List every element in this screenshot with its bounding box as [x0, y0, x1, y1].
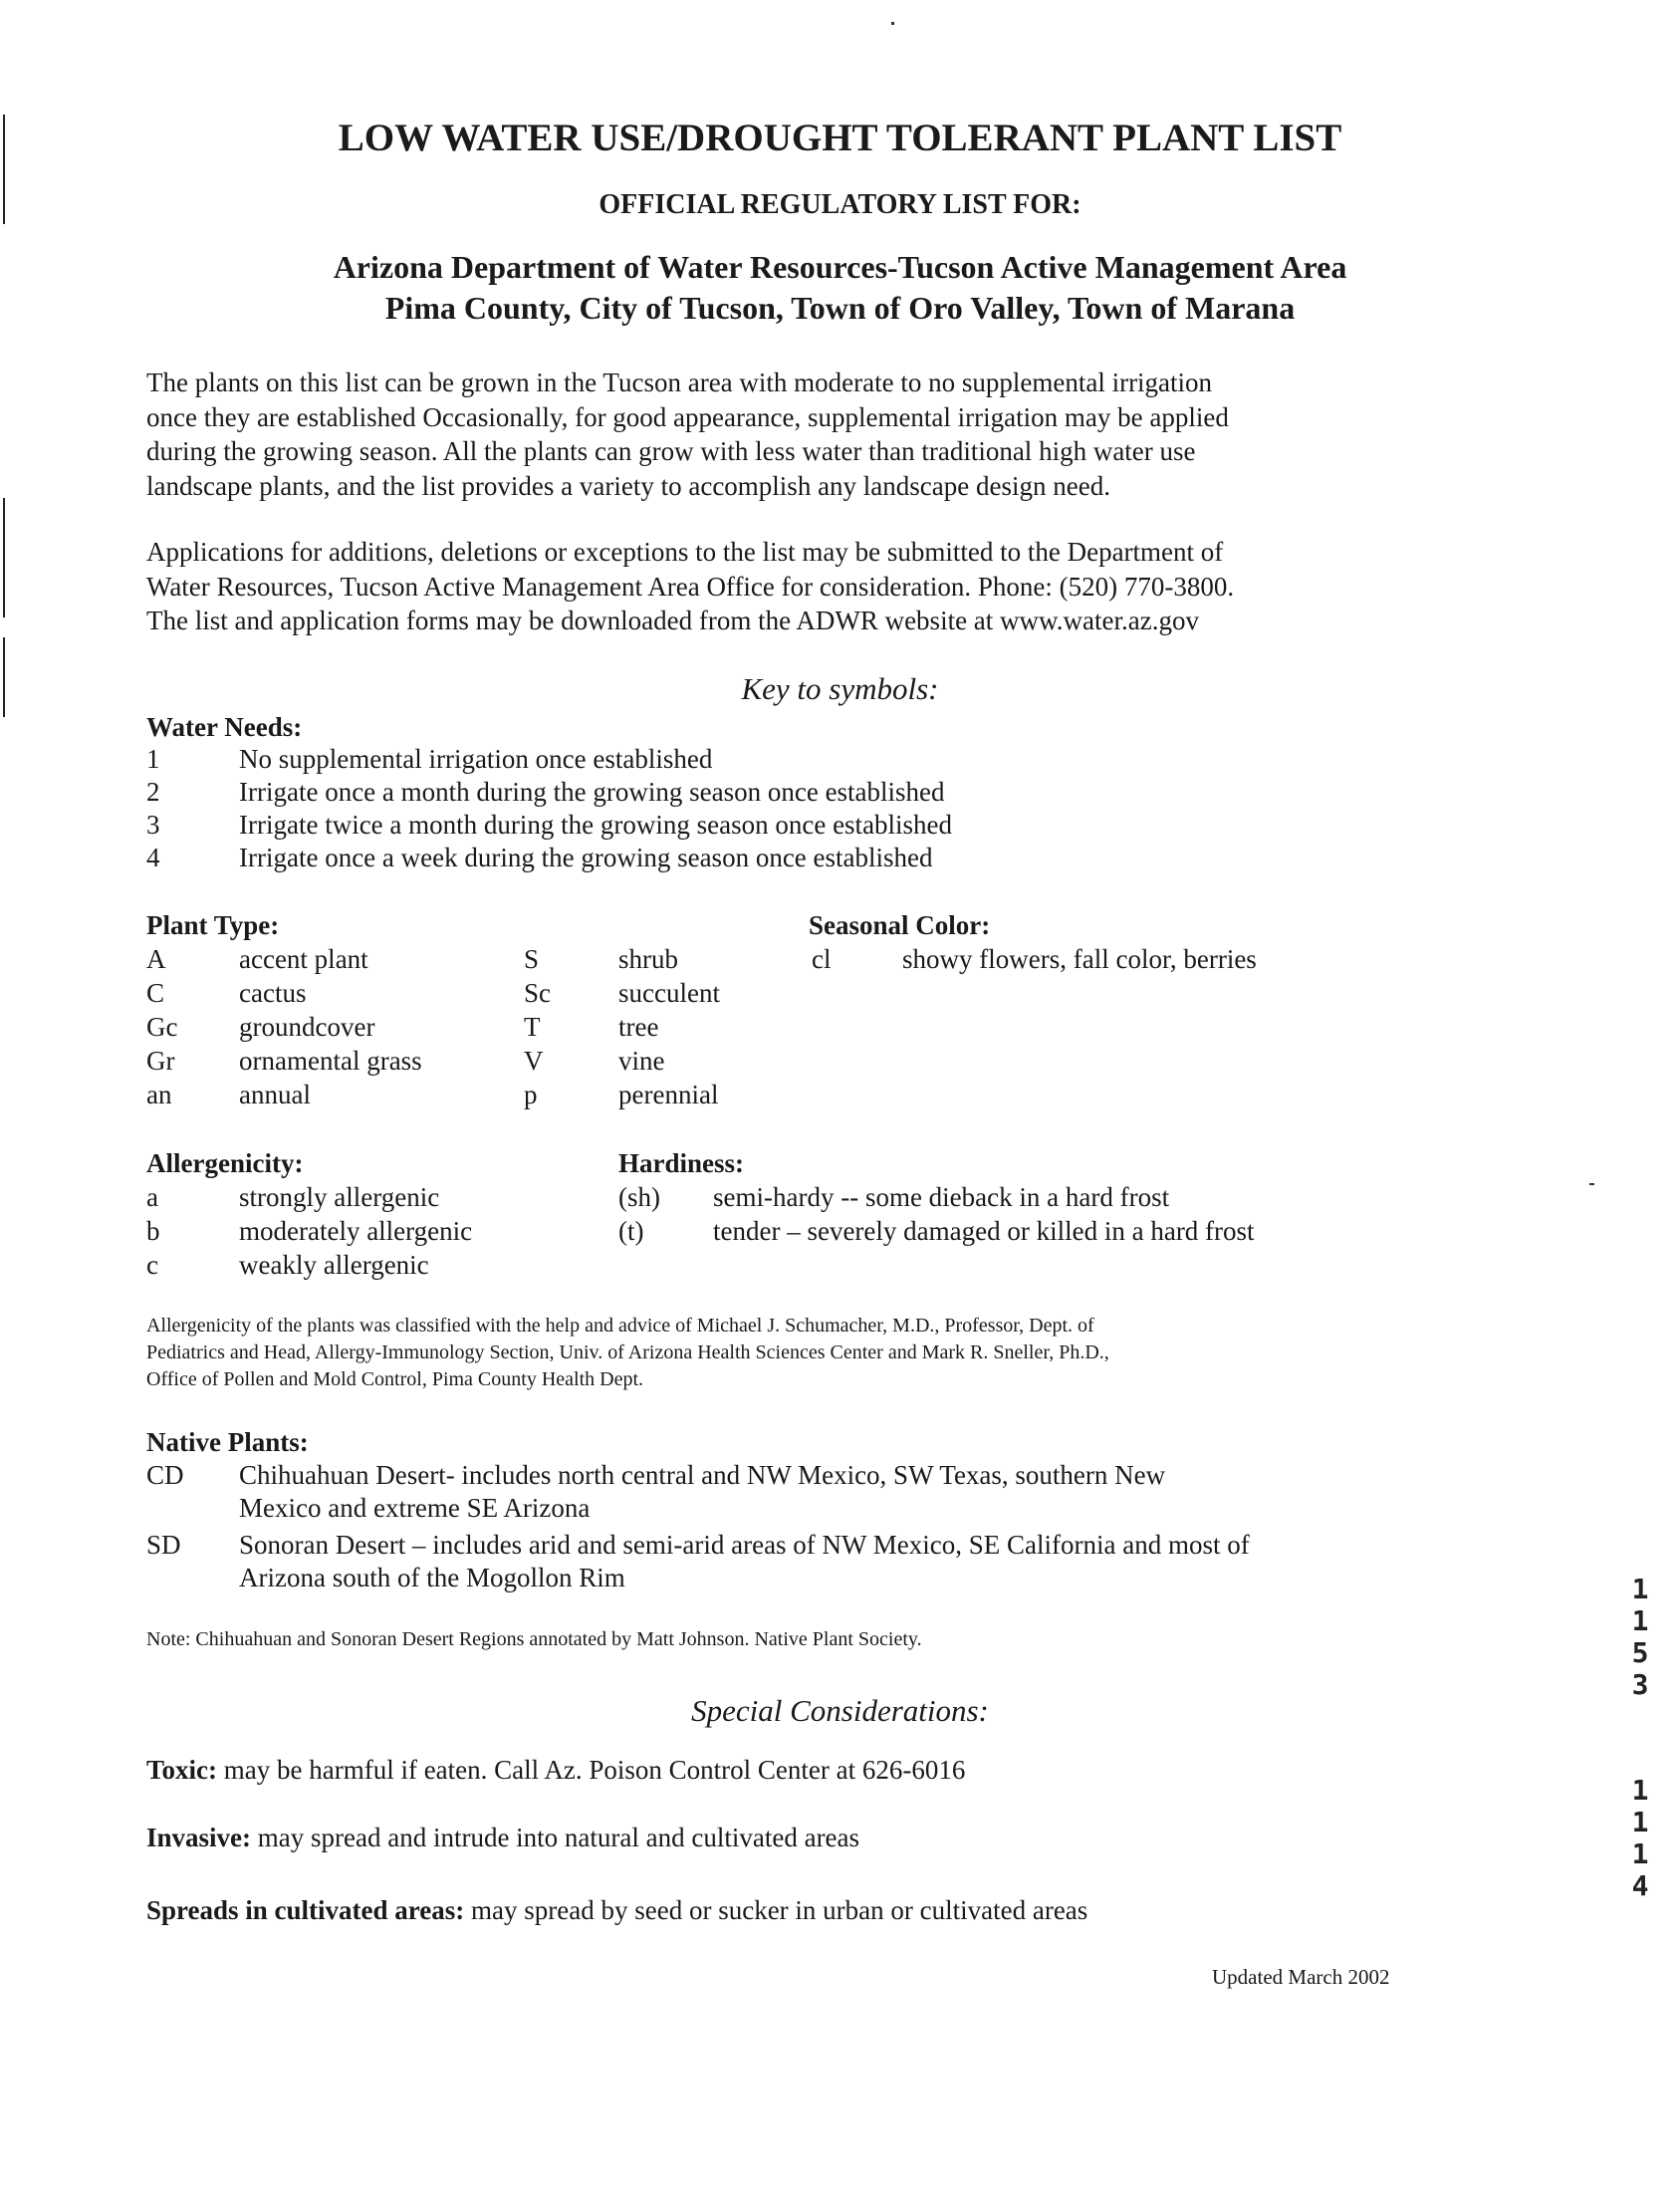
native-region-text: Mexico and extreme SE Arizona	[239, 1493, 591, 1523]
key-heading: Key to symbols:	[741, 671, 939, 706]
stamp-digit: 3	[1631, 1668, 1649, 1701]
native-region-code: SD	[146, 1530, 181, 1560]
text-line: Water Resources, Tucson Active Management Area Office for consideration. Phone: (520) 770-3800.	[146, 571, 1235, 602]
special-text: may spread and intrude into natural and cultivated areas	[251, 1823, 860, 1852]
allergen-note-line: Pediatrics and Head, Allergy-Immunology Section, Univ. of Arizona Health Sciences Center and Mark R. Sneller, Ph.D.,	[146, 1342, 1109, 1363]
allergenicity-text: moderately allergenic	[239, 1216, 473, 1246]
allergen-note-line: Allergenicity of the plants was classified with the help and advice of Michael J. Schumacher, M.D., Professor, Dept. of	[146, 1315, 1094, 1337]
plant-type-code: Sc	[524, 978, 551, 1008]
scan-speck	[1589, 1183, 1594, 1185]
margin-stamp-top	[1625, 1574, 1655, 1701]
scan-margin-line	[3, 498, 5, 617]
text-line: during the growing season. All the plants can grow with less water than traditional high water use	[146, 436, 1196, 466]
text-line: once they are established Occasionally, for good appearance, supplemental irrigation may be applied	[146, 401, 1229, 432]
plant-type-code: p	[524, 1080, 538, 1109]
stamp-digit: 1	[1631, 1604, 1649, 1637]
intro-paragraph-1	[146, 366, 1461, 503]
hardiness-text: semi-hardy -- some dieback in a hard frost	[713, 1182, 1170, 1212]
text-line: The plants on this list can be grown in the Tucson area with moderate to no supplemental irrigation	[146, 367, 1213, 397]
plant-type-code: A	[146, 944, 166, 974]
seasonal-color-code: cl	[812, 944, 832, 974]
plant-type-text: cactus	[239, 978, 307, 1008]
special-term: Spreads in cultivated areas:	[146, 1895, 465, 1925]
plant-type-text: vine	[618, 1046, 665, 1076]
water-needs-label: Water Needs:	[146, 712, 303, 742]
special-text: may spread by seed or sucker in urban or cultivated areas	[464, 1895, 1088, 1925]
plant-type-text: shrub	[618, 944, 678, 974]
hardiness-label: Hardiness:	[618, 1148, 745, 1178]
allergenicity-text: weakly allergenic	[239, 1250, 429, 1280]
entity-line-1: Arizona Department of Water Resources-Tucson Active Management Area	[333, 249, 1347, 285]
page-title: LOW WATER USE/DROUGHT TOLERANT PLANT LIST	[338, 117, 1342, 159]
stamp-digit: 5	[1631, 1636, 1649, 1669]
special-text: may be harmful if eaten. Call Az. Poison Control Center at 626-6016	[217, 1755, 966, 1785]
plant-type-text: accent plant	[239, 944, 368, 974]
allergenicity-text: strongly allergenic	[239, 1182, 440, 1212]
native-region-code: CD	[146, 1460, 184, 1490]
special-item-toxic	[146, 1755, 965, 1786]
hardiness-text: tender – severely damaged or killed in a hard frost	[713, 1216, 1255, 1246]
hardiness-code: (t)	[618, 1216, 644, 1246]
allergenicity-label: Allergenicity:	[146, 1148, 304, 1178]
plant-type-code: C	[146, 978, 165, 1008]
plant-type-text: groundcover	[239, 1012, 375, 1042]
water-need-text: Irrigate once a month during the growing season once established	[239, 777, 945, 807]
seasonal-color-text: showy flowers, fall color, berries	[902, 944, 1257, 974]
plant-type-label: Plant Type:	[146, 910, 280, 940]
allergenicity-code: b	[146, 1216, 160, 1246]
water-need-text: No supplemental irrigation once established	[239, 744, 713, 774]
margin-stamp-bottom	[1625, 1775, 1655, 1902]
native-region-text: Chihuahuan Desert- includes north central and NW Mexico, SW Texas, southern New	[239, 1460, 1166, 1490]
water-need-code: 4	[146, 843, 160, 872]
special-item-invasive	[146, 1823, 859, 1853]
plant-type-code: S	[524, 944, 540, 974]
plant-type-text: perennial	[618, 1080, 719, 1109]
water-need-code: 3	[146, 810, 160, 840]
water-need-code: 1	[146, 744, 160, 774]
stamp-digit: 4	[1631, 1869, 1649, 1902]
stamp-digit: 1	[1631, 1573, 1649, 1605]
native-plants-label: Native Plants:	[146, 1427, 309, 1457]
plant-type-code: T	[524, 1012, 541, 1042]
entity-line-2: Pima County, City of Tucson, Town of Oro Valley, Town of Marana	[384, 290, 1296, 326]
stamp-digit: 1	[1631, 1806, 1649, 1838]
intro-paragraph-2	[146, 535, 1461, 638]
plant-type-text: annual	[239, 1080, 311, 1109]
seasonal-color-label: Seasonal Color:	[809, 910, 991, 940]
special-term: Toxic:	[146, 1755, 218, 1785]
native-note: Note: Chihuahuan and Sonoran Desert Regions annotated by Matt Johnson. Native Plant Society.	[146, 1628, 922, 1650]
hardiness-code: (sh)	[618, 1182, 660, 1212]
water-need-text: Irrigate twice a month during the growing season once established	[239, 810, 953, 840]
plant-type-code: an	[146, 1080, 172, 1109]
text-line: landscape plants, and the list provides a variety to accomplish any landscape design need.	[146, 470, 1110, 501]
plant-type-code: Gc	[146, 1012, 178, 1042]
page-subtitle: OFFICIAL REGULATORY LIST FOR:	[599, 189, 1081, 220]
updated-date: Updated March 2002	[1212, 1965, 1390, 1989]
allergenicity-code: a	[146, 1182, 158, 1212]
special-heading: Special Considerations:	[691, 1693, 989, 1728]
plant-type-code: V	[524, 1046, 544, 1076]
water-need-code: 2	[146, 777, 160, 807]
text-line: The list and application forms may be downloaded from the ADWR website at www.water.az.gov	[146, 606, 1199, 635]
native-region-text: Arizona south of the Mogollon Rim	[239, 1563, 625, 1592]
allergenicity-code: c	[146, 1250, 158, 1280]
water-need-text: Irrigate once a week during the growing season once established	[239, 843, 933, 872]
special-item-spreads	[146, 1895, 1087, 1926]
text-line: Applications for additions, deletions or exceptions to the list may be submitted to the Department of	[146, 537, 1224, 567]
scan-speck	[891, 22, 894, 25]
stamp-digit: 1	[1631, 1837, 1649, 1870]
plant-type-text: succulent	[618, 978, 720, 1008]
plant-type-code: Gr	[146, 1046, 175, 1076]
allergen-note-line: Office of Pollen and Mold Control, Pima County Health Dept.	[146, 1368, 644, 1390]
plant-type-text: tree	[618, 1012, 659, 1042]
native-region-text: Sonoran Desert – includes arid and semi-arid areas of NW Mexico, SE California and most of	[239, 1530, 1250, 1560]
special-term: Invasive:	[146, 1823, 252, 1852]
plant-type-text: ornamental grass	[239, 1046, 422, 1076]
stamp-digit: 1	[1631, 1774, 1649, 1807]
